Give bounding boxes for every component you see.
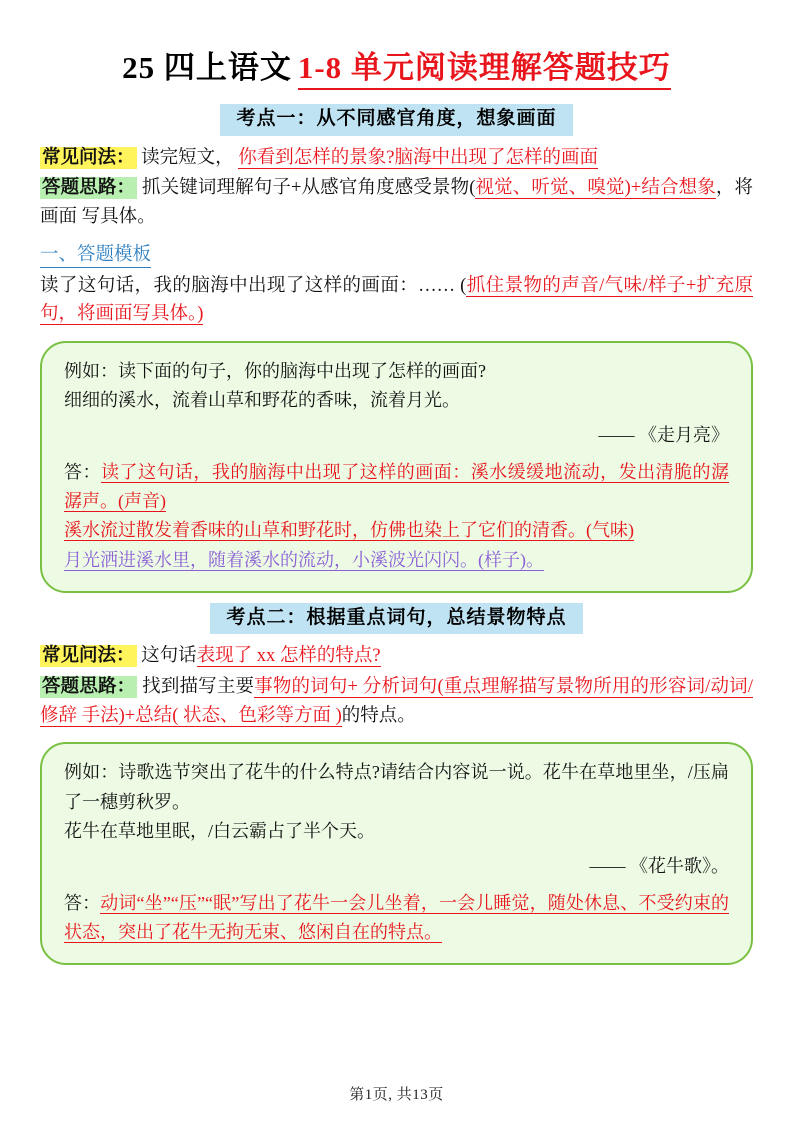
example-prompt-label: 例如： bbox=[64, 361, 118, 382]
answer-2-label: 答： bbox=[64, 892, 101, 913]
answer-line-3-wrap bbox=[64, 546, 729, 575]
example-quote: 细细的溪水，流着山草和野花的香味，流着月光。 bbox=[64, 390, 460, 411]
example-prompt bbox=[64, 357, 729, 386]
example-prompt-text: 读下面的句子，你的脑海中出现了怎样的画面? bbox=[118, 361, 486, 382]
template-red-text: 抓住景物的声音/气味/样子+扩充原句，将画面写具体。) bbox=[40, 275, 754, 325]
section-1-template-body bbox=[40, 272, 753, 329]
example-2-prompt-text: 诗歌选节突出了花牛的什么特点?请结合内容说一说。花牛在草地里坐，/压扁了一穗剪秋罗。 bbox=[64, 762, 729, 812]
approach-part-3: ，将画面 写具体。 bbox=[40, 178, 753, 228]
approach-part-2: 视觉、听觉、嗅觉)+结合想象 bbox=[475, 178, 716, 199]
question-red-text: 你看到怎样的景象?脑海中出现了怎样的画面 bbox=[238, 147, 598, 168]
question-black-text-2: 这句话 bbox=[141, 646, 197, 667]
example-answer bbox=[64, 458, 729, 575]
section-2-heading-wrap bbox=[40, 603, 753, 635]
question-label-2: 常见问法： bbox=[42, 646, 135, 667]
page-footer: 第1页, 共13页 bbox=[349, 1087, 444, 1103]
approach-label: 答题思路： bbox=[42, 178, 136, 199]
approach-2-part-1: 找到描写主要 bbox=[142, 677, 255, 698]
section-1-heading-wrap bbox=[40, 104, 753, 136]
approach-2-part-2: 事物的词句+ 分析词句(重点理解描写景物所用的形容词/动词/修辞 手法)+总结( 状态、色彩等方面 ) bbox=[40, 677, 753, 726]
title-red-part: 1-8 单元阅读理解答题技巧 bbox=[298, 42, 671, 90]
answer-2-line-1-wrap bbox=[64, 889, 729, 947]
example-2-prompt-label: 例如： bbox=[64, 762, 119, 783]
example-2-prompt bbox=[64, 758, 729, 816]
section-2-heading: 考点二：根据重点词句，总结景物特点 bbox=[210, 603, 582, 635]
question-label: 常见问法： bbox=[42, 147, 135, 168]
page-title bbox=[40, 42, 753, 90]
section-1-template-heading-wrap bbox=[40, 234, 753, 270]
example-2-quote: 花牛在草地里眠，/白云霸占了半个天。 bbox=[64, 820, 375, 841]
title-black-part: 25 四上语文 bbox=[122, 50, 292, 85]
example-2-answer bbox=[64, 889, 729, 947]
answer-line-2-wrap bbox=[64, 516, 729, 545]
question-red-text-2: 表现了 xx 怎样的特点? bbox=[196, 646, 381, 667]
answer-2-line-1: 动词“坐”“压”“眠”写出了花牛一会儿坐着，一会儿睡觉，随处休息、不受约束的状态，突出了花牛无拘无束、悠闲自在的特点。 bbox=[64, 892, 730, 942]
answer-line-3: 月光洒进溪水里，随着溪水的流动，小溪波光闪闪。(样子)。 bbox=[64, 549, 544, 570]
section-2-example-box bbox=[40, 742, 753, 965]
answer-label: 答： bbox=[64, 462, 101, 483]
template-heading: 一、答题模板 bbox=[40, 240, 151, 268]
answer-line-2: 溪水流过散发着香味的山草和野花时，仿佛也染上了它们的清香。(气味) bbox=[64, 520, 634, 541]
example-2-source: —— 《花牛歌》。 bbox=[589, 855, 729, 876]
approach-2-part-3: 的特点。 bbox=[341, 705, 416, 726]
section-1-question bbox=[40, 144, 753, 173]
section-2-approach bbox=[40, 673, 753, 730]
template-black-text: 读了这句话，我的脑海中出现了这样的画面：…… ( bbox=[40, 275, 467, 296]
approach-part-1: 抓关键词理解句子+从感官角度感受景物( bbox=[141, 178, 476, 199]
answer-line-1: 读了这句话，我的脑海中出现了这样的画面：溪水缓缓地流动，发出清脆的潺潺声。(声音) bbox=[64, 462, 730, 512]
approach-label-2: 答题思路： bbox=[42, 677, 136, 698]
answer-line-1-wrap bbox=[64, 458, 729, 516]
section-2-question bbox=[40, 642, 753, 671]
section-1-example-box bbox=[40, 341, 753, 593]
section-1-approach bbox=[40, 174, 753, 231]
section-1-heading: 考点一：从不同感官角度，想象画面 bbox=[220, 104, 572, 136]
question-black-text: 读完短文， bbox=[141, 147, 234, 168]
example-source: —— 《走月亮》 bbox=[598, 425, 729, 446]
